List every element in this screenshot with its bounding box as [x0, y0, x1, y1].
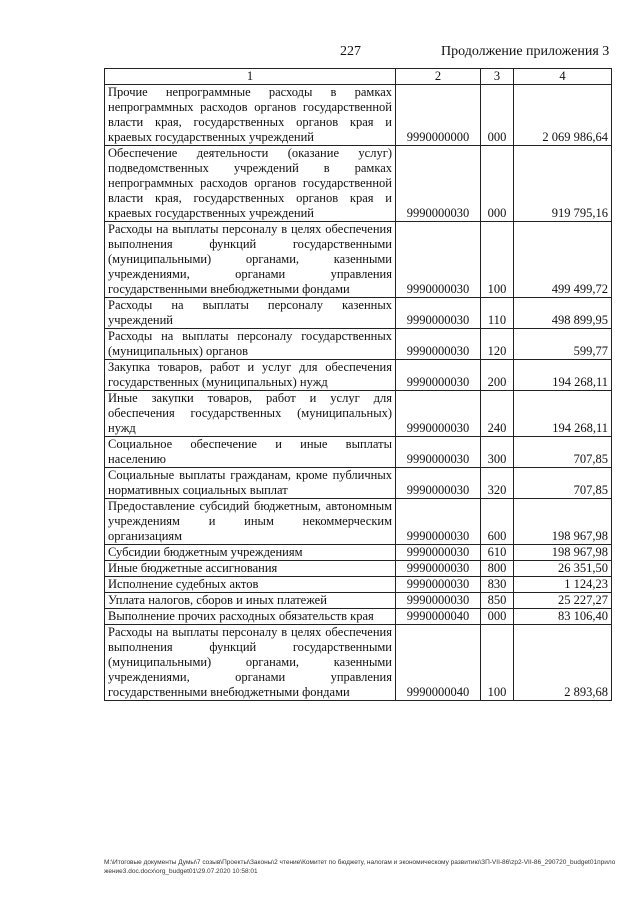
page-number: 227 [340, 44, 361, 59]
expense-name-cell: Иные закупки товаров, работ и услуг для обеспечения государственных (муниципальных) нужд [105, 391, 396, 437]
amount-cell: 498 899,95 [514, 298, 612, 329]
table-row [105, 625, 612, 701]
table-row [105, 499, 612, 545]
expense-type-cell: 600 [481, 499, 514, 545]
expense-name-cell: Расходы на выплаты персоналу государственных (муниципальных) органов [105, 329, 396, 360]
amount-cell: 2 893,68 [514, 625, 612, 701]
expense-name-cell: Исполнение судебных актов [105, 577, 396, 593]
expense-name-cell: Предоставление субсидий бюджетным, автономным учреждениям и иным некоммерческим организациям [105, 499, 396, 545]
expense-name-cell: Социальное обеспечение и иные выплаты населению [105, 437, 396, 468]
table-row [105, 593, 612, 609]
amount-cell: 198 967,98 [514, 545, 612, 561]
expense-type-cell: 830 [481, 577, 514, 593]
expense-name-cell: Выполнение прочих расходных обязательств края [105, 609, 396, 625]
expense-type-cell: 100 [481, 625, 514, 701]
continuation-label: Продолжение приложения 3 [441, 44, 610, 59]
amount-cell: 1 124,23 [514, 577, 612, 593]
target-code-cell: 9990000000 [396, 85, 481, 146]
target-code-cell: 9990000030 [396, 593, 481, 609]
table-row [105, 437, 612, 468]
target-code-cell: 9990000030 [396, 222, 481, 298]
amount-cell: 499 499,72 [514, 222, 612, 298]
target-code-cell: 9990000030 [396, 329, 481, 360]
amount-cell: 599,77 [514, 329, 612, 360]
expense-type-cell: 300 [481, 437, 514, 468]
expense-name-cell: Социальные выплаты гражданам, кроме публичных нормативных социальных выплат [105, 468, 396, 499]
expense-type-cell: 000 [481, 146, 514, 222]
table-row [105, 577, 612, 593]
table-row [105, 391, 612, 437]
target-code-cell: 9990000030 [396, 499, 481, 545]
expense-name-cell: Прочие непрограммные расходы в рамках непрограммных расходов органов государственной власти края, государственных органов края и краевых государственных учреждений [105, 85, 396, 146]
expense-type-cell: 120 [481, 329, 514, 360]
table-header-row [105, 69, 612, 85]
expense-name-cell: Иные бюджетные ассигнования [105, 561, 396, 577]
amount-cell: 198 967,98 [514, 499, 612, 545]
target-code-cell: 9990000030 [396, 391, 481, 437]
expense-type-cell: 610 [481, 545, 514, 561]
amount-cell: 707,85 [514, 437, 612, 468]
expense-name-cell: Субсидии бюджетным учреждениям [105, 545, 396, 561]
target-code-cell: 9990000030 [396, 561, 481, 577]
budget-table [104, 68, 612, 701]
target-code-cell: 9990000030 [396, 298, 481, 329]
expense-name-cell: Закупка товаров, работ и услуг для обеспечения государственных (муниципальных) нужд [105, 360, 396, 391]
amount-cell: 83 106,40 [514, 609, 612, 625]
expense-type-cell: 800 [481, 561, 514, 577]
expense-type-cell: 100 [481, 222, 514, 298]
expense-type-cell: 200 [481, 360, 514, 391]
table-row [105, 609, 612, 625]
expense-name-cell: Расходы на выплаты персоналу в целях обеспечения выполнения функций государственными (муниципальными) органами, казенными учреждениями, органами управления государственными внебюджетными фондами [105, 222, 396, 298]
target-code-cell: 9990000040 [396, 609, 481, 625]
expense-name-cell: Обеспечение деятельности (оказание услуг) подведомственных учреждений в рамках непрограммных расходов органов государственной власти края, государственных органов края и краевых государственных учреждений [105, 146, 396, 222]
column-header-4: 4 [514, 69, 612, 85]
expense-type-cell: 000 [481, 85, 514, 146]
target-code-cell: 9990000040 [396, 625, 481, 701]
expense-type-cell: 240 [481, 391, 514, 437]
amount-cell: 194 268,11 [514, 360, 612, 391]
expense-type-cell: 110 [481, 298, 514, 329]
table-row [105, 360, 612, 391]
target-code-cell: 9990000030 [396, 360, 481, 391]
target-code-cell: 9990000030 [396, 146, 481, 222]
table-row [105, 468, 612, 499]
expense-name-cell: Уплата налогов, сборов и иных платежей [105, 593, 396, 609]
amount-cell: 26 351,50 [514, 561, 612, 577]
table-row [105, 298, 612, 329]
amount-cell: 2 069 986,64 [514, 85, 612, 146]
table-row [105, 85, 612, 146]
amount-cell: 194 268,11 [514, 391, 612, 437]
expense-name-cell: Расходы на выплаты персоналу в целях обеспечения выполнения функций государственными (муниципальными) органами, казенными учреждениями, органами управления государственными внебюджетными фондами [105, 625, 396, 701]
table-row [105, 545, 612, 561]
file-path-footer: M:\Итоговые документы Думы\7 созыв\Проекты\Законы\2 чтение\Комитет по бюджету, налогам и экономическому развитию\ЗП-VII-86\zp2-VII-86_290720_budget01приложение3.doc.docx\org_budget01\29.07.2020 10:58:01 [104, 859, 616, 875]
amount-cell: 25 227,27 [514, 593, 612, 609]
target-code-cell: 9990000030 [396, 545, 481, 561]
column-header-1: 1 [105, 69, 396, 85]
table-row [105, 146, 612, 222]
table-row [105, 329, 612, 360]
expense-type-cell: 000 [481, 609, 514, 625]
target-code-cell: 9990000030 [396, 437, 481, 468]
column-header-3: 3 [481, 69, 514, 85]
expense-name-cell: Расходы на выплаты персоналу казенных учреждений [105, 298, 396, 329]
table-row [105, 222, 612, 298]
target-code-cell: 9990000030 [396, 577, 481, 593]
expense-type-cell: 850 [481, 593, 514, 609]
expense-type-cell: 320 [481, 468, 514, 499]
column-header-2: 2 [396, 69, 481, 85]
table-row [105, 561, 612, 577]
amount-cell: 919 795,16 [514, 146, 612, 222]
amount-cell: 707,85 [514, 468, 612, 499]
target-code-cell: 9990000030 [396, 468, 481, 499]
